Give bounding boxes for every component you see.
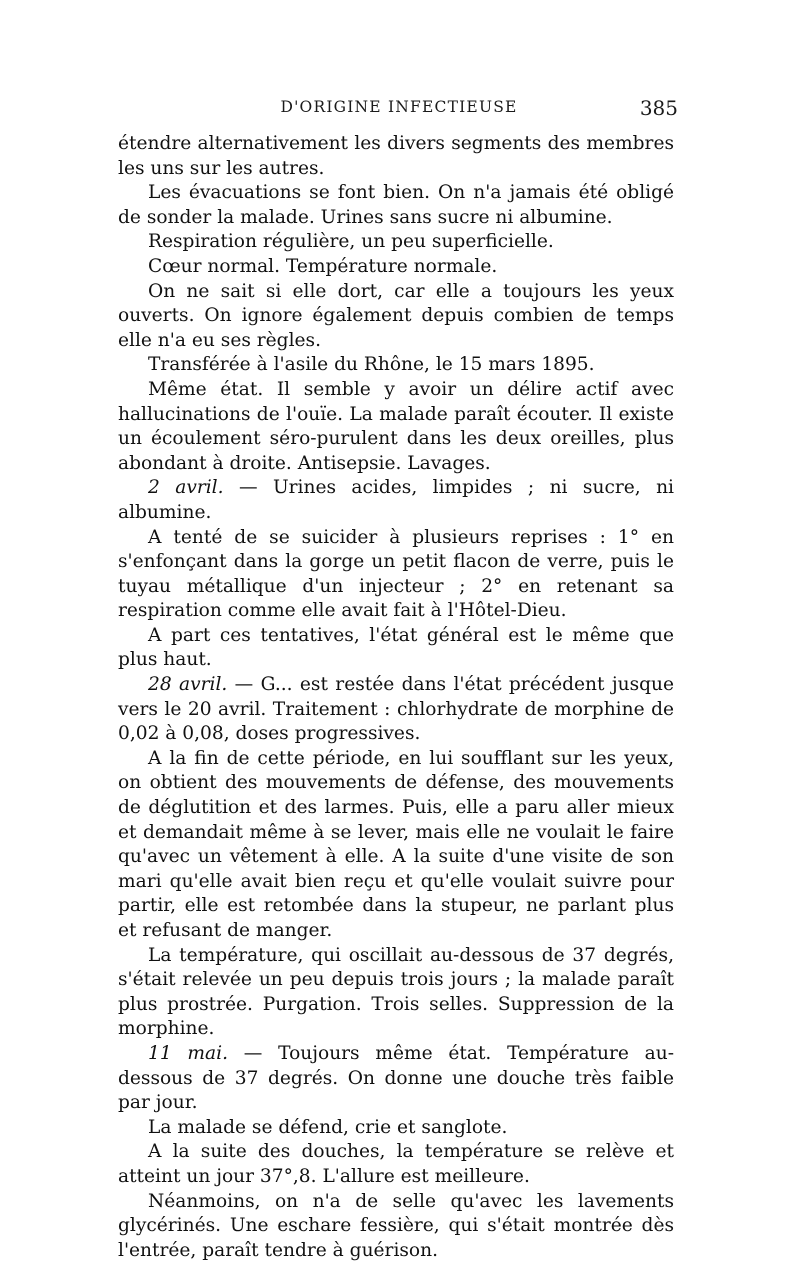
dated-paragraph [118,673,674,747]
dated-paragraph [118,1042,674,1116]
paragraph-text: Respiration régulière, un peu superficielle. [148,231,554,253]
entry-date: 2 avril. [148,477,224,499]
paragraph [118,280,674,354]
paragraph-text: Transférée à l'asile du Rhône, le 15 mars 1895. [148,354,595,376]
paragraph-text: On ne sait si elle dort, car elle a toujours les yeux ouverts. On ignore également depuis combien de temps elle n'a eu ses règles. [118,280,674,351]
paragraph [118,181,674,230]
paragraph [118,526,674,624]
paragraph [118,1116,674,1141]
paragraph [118,132,674,181]
paragraph-text: Néanmoins, on n'a de selle qu'avec les lavements glycérinés. Une eschare fessière, qui s'était montrée dès l'entrée, paraît tendre à guérison. [118,1190,674,1261]
paragraph-text: La température, qui oscillait au-dessous de 37 degrés, s'était relevée un peu depuis trois jours ; la malade paraît plus prostrée. Purgation. Trois selles. Suppression de la morphine. [118,944,674,1040]
paragraph-text: étendre alternativement les divers segments des membres les uns sur les autres. [118,133,674,179]
paragraph-text: A la fin de cette période, en lui soufflant sur les yeux, on obtient des mouvements de défense, des mouvements de déglutition et des larmes. Puis, elle a paru aller mieux et demandait même à se lever, mais elle ne voulait le faire qu'avec un vêtement à elle. A la suite d'une visite de son mari qu'elle avait bien reçu et qu'elle voulait suivre pour partir, elle est retombée dans la stupeur, ne parlant plus et refusant de manger. [118,747,674,941]
paragraph [118,353,674,378]
paragraph-text: — G... est restée dans l'état précédent jusque vers le 20 avril. Traitement : chlorhydrate de morphine de 0,02 à 0,08, doses progressives. [118,674,674,745]
paragraph [118,747,674,944]
paragraph-text: — Urines acides, limpides ; ni sucre, ni albumine. [118,477,675,523]
paragraph-text: A tenté de se suicider à plusieurs reprises : 1° en s'enfonçant dans la gorge un petit flacon de verre, puis le tuyau métallique d'un injecteur ; 2° en retenant sa respiration comme elle avait fait à l'Hôtel-Dieu. [118,526,674,622]
paragraph [118,1190,674,1264]
paragraph-text: Même état. Il semble y avoir un délire actif avec hallucinations de l'ouïe. La malade paraît écouter. Il existe un écoulement séro-purulent dans les deux oreilles, plus abondant à droite. Antisepsie. Lavages. [118,378,674,474]
paragraph [118,1140,674,1189]
paragraph-text: La malade se défend, crie et sanglote. [148,1116,508,1138]
page-number: 385 [639,96,678,120]
paragraph [118,944,674,1042]
paragraph [118,378,674,476]
paragraph-text: — Toujours même état. Température au-dessous de 37 degrés. On donne une douche très faible par jour. [118,1042,674,1114]
body-text [118,132,674,1263]
page-header [118,96,680,122]
paragraph-text: Les évacuations se font bien. On n'a jamais été obligé de sonder la malade. Urines sans sucre ni albumine. [118,182,674,228]
dated-paragraph [118,476,674,525]
entry-date: 11 mai. [148,1042,228,1064]
paragraph [118,255,674,280]
paragraph [118,624,674,673]
paragraph-text: Cœur normal. Température normale. [148,255,498,277]
paragraph-text: A part ces tentatives, l'état général est le même que plus haut. [118,624,674,671]
paragraph-text: A la suite des douches, la température se relève et atteint un jour 37°,8. L'allure est meilleure. [118,1141,674,1187]
entry-date: 28 avril. [148,674,228,696]
running-title: D'ORIGINE INFECTIEUSE [280,98,518,116]
paragraph [118,230,674,255]
